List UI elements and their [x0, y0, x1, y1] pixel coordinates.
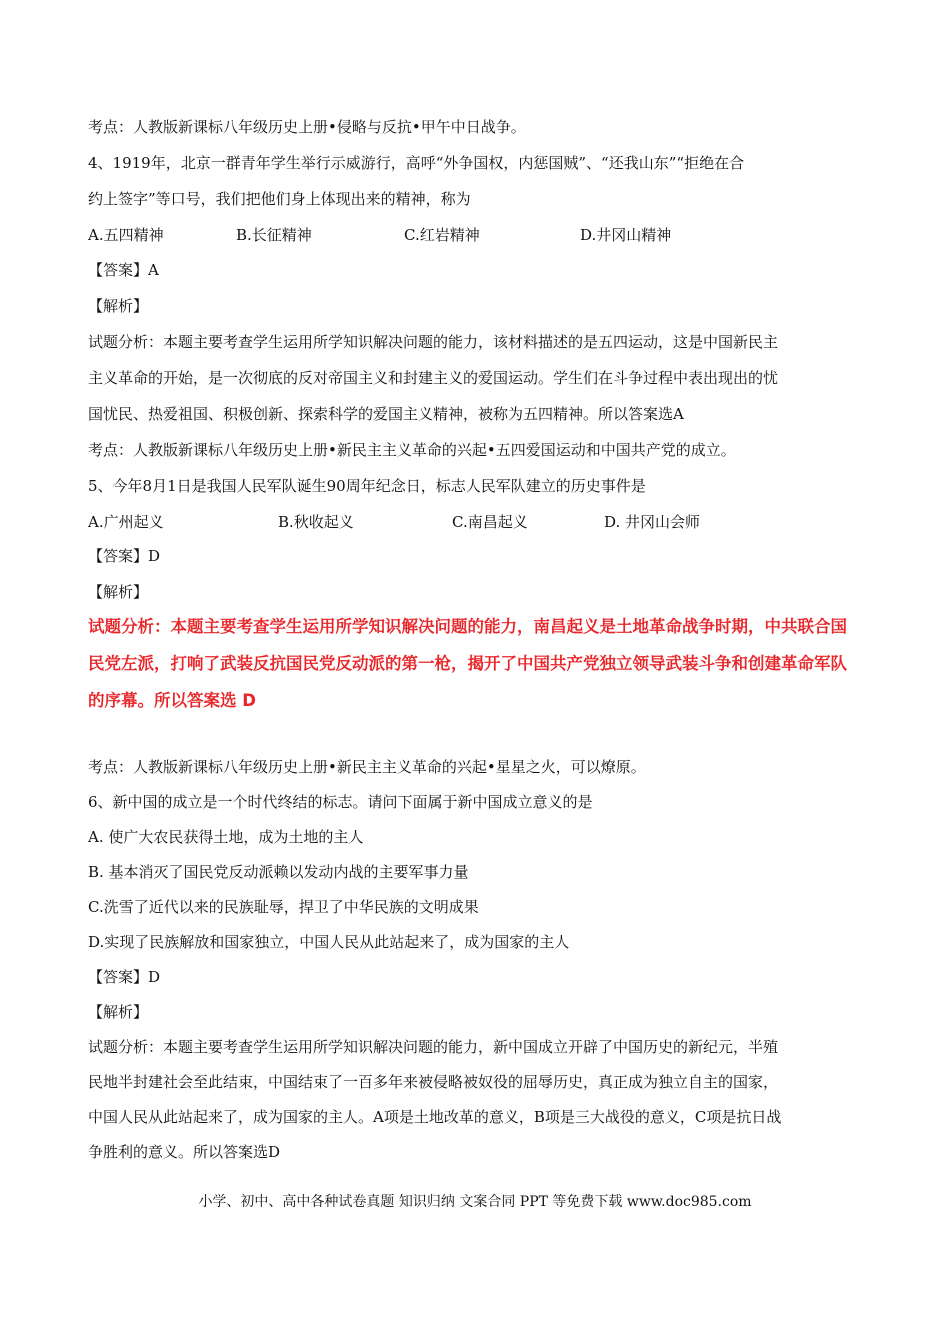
- option-c: C.红岩精神: [404, 226, 480, 244]
- option-a: A.五四精神: [88, 226, 164, 244]
- question-6-line: 6、新中国的成立是一个时代终结的标志。请问下面属于新中国成立意义的是: [88, 793, 593, 811]
- question-5-line: 5、今年8月1日是我国人民军队诞生90周年纪念日，标志人民军队建立的历史事件是: [88, 477, 646, 495]
- question-6-option-a: A. 使广大农民获得土地，成为土地的主人: [88, 828, 364, 846]
- question-6-option-d: D.实现了民族解放和国家独立，中国人民从此站起来了，成为国家的主人: [88, 933, 570, 951]
- analysis-text: 试题分析：本题主要考查学生运用所学知识解决问题的能力，新中国成立开辟了中国历史的新纪元，半殖: [88, 1038, 779, 1056]
- analysis-text: 中国人民从此站起来了，成为国家的主人。A项是土地改革的意义，B项是三大战役的意义，C项是抗日战: [88, 1108, 782, 1126]
- analysis-text: 国忧民、热爱祖国、积极创新、探索科学的爱国主义精神，被称为五四精神。所以答案选A: [88, 405, 684, 423]
- text-line: 考点：人教版新课标八年级历史上册•新民主主义革命的兴起•五四爱国运动和中国共产党的成立。: [88, 441, 736, 459]
- question-6-option-c: C.洗雪了近代以来的民族耻辱，捍卫了中华民族的文明成果: [88, 898, 479, 916]
- highlighted-analysis-text: 试题分析：本题主要考查学生运用所学知识解决问题的能力，南昌起义是土地革命战争时期，中共联合国: [88, 617, 847, 636]
- analysis-text: 民地半封建社会至此结束，中国结束了一百多年来被侵略被奴役的屈辱历史，真正成为独立自主的国家，: [88, 1073, 779, 1091]
- option-d: D.井冈山精神: [580, 226, 672, 244]
- option-b: B.长征精神: [236, 226, 312, 244]
- option-c: C.南昌起义: [452, 513, 528, 531]
- option-d: D. 井冈山会师: [604, 513, 701, 531]
- answer-label: 【答案】A: [88, 261, 159, 279]
- highlighted-analysis-text: 的序幕。所以答案选 D: [88, 691, 256, 710]
- question-4-options: [88, 225, 868, 245]
- analysis-label: 【解析】: [88, 583, 149, 601]
- page-footer: 小学、初中、高中各种试卷真题 知识归纳 文案合同 PPT 等免费下载 www.doc985.com: [198, 1194, 752, 1210]
- question-6-option-b: B. 基本消灭了国民党反动派赖以发动内战的主要军事力量: [88, 863, 469, 881]
- analysis-text: 争胜利的意义。所以答案选D: [88, 1143, 281, 1161]
- option-b: B.秋收起义: [278, 513, 354, 531]
- analysis-label: 【解析】: [88, 1003, 149, 1021]
- question-4-line-2: 约上签字”等口号，我们把他们身上体现出来的精神，称为: [88, 190, 471, 208]
- text-line: 考点：人教版新课标八年级历史上册•侵略与反抗•甲午中日战争。: [88, 118, 526, 136]
- analysis-text: 主义革命的开始，是一次彻底的反对帝国主义和封建主义的爱国运动。学生们在斗争过程中表出现出的忧: [88, 369, 779, 387]
- question-5-options: [88, 512, 868, 532]
- text-line: 考点：人教版新课标八年级历史上册•新民主主义革命的兴起•星星之火，可以燎原。: [88, 758, 646, 776]
- answer-label: 【答案】D: [88, 968, 161, 986]
- analysis-label: 【解析】: [88, 297, 149, 315]
- question-4-line-1: 4、1919年，北京一群青年学生举行示威游行，高呼“外争国权，内惩国贼”、“还我山东”“拒绝在合: [88, 154, 745, 172]
- analysis-text: 试题分析：本题主要考查学生运用所学知识解决问题的能力，该材料描述的是五四运动，这是中国新民主: [88, 333, 779, 351]
- option-a: A.广州起义: [88, 513, 164, 531]
- highlighted-analysis-text: 民党左派，打响了武装反抗国民党反动派的第一枪，揭开了中国共产党独立领导武装斗争和创建革命军队: [88, 654, 847, 673]
- answer-label: 【答案】D: [88, 547, 161, 565]
